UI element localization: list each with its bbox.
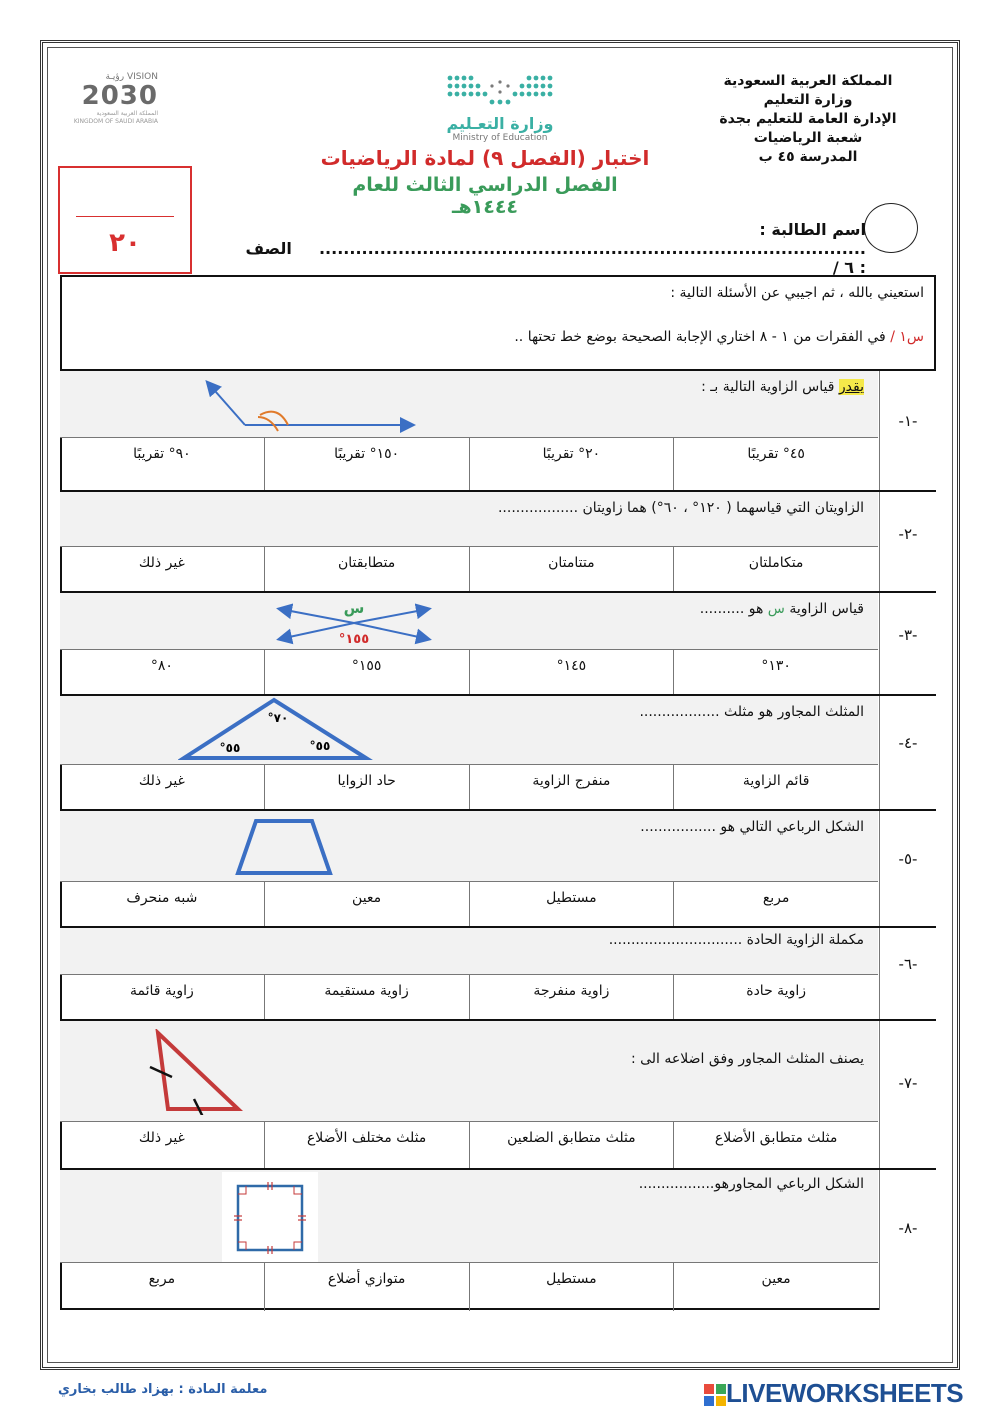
option-2b[interactable]: متتامتان [469, 547, 674, 593]
question-6-number: -٦- [879, 928, 936, 1020]
question-1-text: يقدر قياس الزاوية التالية بـ : [701, 379, 864, 395]
option-8a[interactable]: معين [673, 1263, 878, 1311]
triangle-right-angle: ٥٥° [309, 739, 331, 753]
question-8-text: الشكل الرباعي المجاورهو................. [638, 1176, 864, 1192]
vision-2030-logo [66, 72, 158, 126]
ministry-name: وزارة التعليم [763, 92, 853, 108]
figure-label-155: ١٥٥° [338, 632, 370, 647]
liveworksheets-logo[interactable] [700, 1378, 963, 1409]
question-4 [60, 694, 936, 810]
instruction-line1: استعيني بالله ، ثم اجيبي عن الأسئلة التالية : [670, 285, 924, 301]
question-5-prompt [60, 811, 878, 881]
instruction-text: في الفقرات من ١ - ٨ اختاري الإجابة الصحيحة بوضع خط تحتها .. [514, 329, 886, 345]
question-1 [60, 369, 936, 491]
question-2-text: الزاويتان التي قياسهما ( ١٢٠° ، ٦٠°) هما زاويتان .................. [497, 500, 864, 516]
question-2-prompt [60, 492, 878, 546]
liveworksheets-text: LIVEWORKSHEETS [726, 1378, 964, 1408]
option-3c[interactable]: ١٥٥° [264, 650, 469, 696]
option-3b[interactable]: ١٤٥° [469, 650, 674, 696]
student-name-row [236, 220, 866, 277]
figure-label-s: س [343, 599, 365, 617]
question-3-text: قياس الزاوية س هو .......... [699, 601, 864, 617]
triangle-top-angle: ٧٠° [267, 711, 289, 725]
question-4-options [60, 764, 878, 811]
right-triangle-figure [142, 1029, 246, 1115]
question-5-options [60, 881, 878, 928]
option-7b[interactable]: مثلث متطابق الضلعين [469, 1122, 674, 1170]
question-1-number: -١- [879, 371, 936, 491]
header-info [708, 72, 908, 167]
option-5b[interactable]: مستطيل [469, 882, 674, 928]
ministry-dots-icon [445, 72, 555, 108]
option-5a[interactable]: مربع [673, 882, 878, 928]
question-3 [60, 591, 936, 695]
question-5 [60, 809, 936, 927]
question-8 [60, 1168, 936, 1310]
vision-top-text: VISION رؤيـة [105, 72, 158, 82]
question-4-prompt [60, 696, 878, 764]
square-figure [222, 1172, 318, 1262]
option-8d[interactable]: مربع [148, 1271, 176, 1287]
option-4b[interactable]: منفرج الزاوية [469, 765, 674, 811]
question-6-options [60, 974, 878, 1021]
question-7-prompt [60, 1021, 878, 1121]
class-field[interactable]: الصف : ٦ / [245, 239, 866, 277]
question-2-number: -٢- [879, 492, 936, 592]
question-1-prompt [60, 371, 878, 437]
ministry-logo [420, 72, 580, 143]
question-7-text: يصنف المثلث المجاور وفق اضلاعه الى : [630, 1051, 864, 1067]
option-2a[interactable]: متكاملتان [673, 547, 878, 593]
option-1b[interactable]: ٢٠° تقريبًا [469, 438, 674, 492]
question-7-number: -٧- [879, 1021, 936, 1169]
trapezoid-figure [234, 817, 334, 877]
angle-figure [200, 375, 430, 435]
question-3-number: -٣- [879, 593, 936, 695]
option-6d[interactable]: زاوية قائمة [130, 983, 194, 999]
question-6-text: مكملة الزاوية الحادة .............................. [608, 932, 864, 948]
option-7d[interactable]: غير ذلك [138, 1130, 185, 1146]
option-4c[interactable]: حاد الزوايا [264, 765, 469, 811]
question-2 [60, 490, 936, 592]
question-5-number: -٥- [879, 811, 936, 927]
question-1-options [60, 437, 878, 492]
option-2c[interactable]: متطابقتان [264, 547, 469, 593]
question-6 [60, 926, 936, 1020]
triangle-left-angle: ٥٥° [219, 741, 241, 755]
question-3-prompt [60, 593, 878, 649]
ministry-english-name: Ministry of Education [452, 133, 548, 143]
exam-title: اختبار (الفصل ٩) لمادة الرياضيات [320, 146, 650, 170]
option-1c[interactable]: ١٥٠° تقريبًا [264, 438, 469, 492]
question-7-options [60, 1121, 878, 1170]
question-1-highlight: يقدر [838, 379, 864, 395]
question-8-options [60, 1262, 878, 1311]
school-name: المدرسة ٤٥ ب [758, 149, 858, 165]
question-7 [60, 1019, 936, 1169]
question-4-text: المثلث المجاور هو مثلث .................. [639, 704, 864, 720]
exam-subtitle: الفصل الدراسي الثالث للعام ١٤٤٤هـ [352, 174, 618, 218]
question-8-prompt [60, 1170, 878, 1262]
option-5d[interactable]: شبه منحرف [126, 890, 198, 906]
score-line[interactable] [76, 216, 174, 217]
vision-year: 2030 [81, 81, 158, 111]
question-6-prompt [60, 928, 878, 974]
option-1d[interactable]: ٩٠° تقريبًا [133, 446, 191, 462]
vision-small-text: المملكة العربية السعودية KINGDOM OF SAUDI ARABIA [73, 110, 158, 125]
option-8c[interactable]: متوازي أضلاع [264, 1263, 469, 1311]
option-5c[interactable]: معين [264, 882, 469, 928]
name-circle [864, 203, 918, 253]
instruction-line2 [514, 329, 924, 345]
option-1a[interactable]: ٤٥° تقريبًا [673, 438, 878, 492]
division-name: شعبة الرياضيات [753, 130, 863, 146]
ministry-arabic-name: وزارة التعـليم [446, 114, 554, 133]
question-8-number: -٨- [879, 1170, 936, 1310]
teacher-name: معلمة المادة : بهزاد طالب بخاري [58, 1382, 268, 1397]
option-4a[interactable]: قائم الزاوية [673, 765, 878, 811]
student-name-field[interactable]: اسم الطالبة : .......................................................................................... [318, 220, 866, 258]
option-8b[interactable]: مستطيل [469, 1263, 674, 1311]
option-6c[interactable]: زاوية مستقيمة [264, 975, 469, 1021]
question-4-number: -٤- [879, 696, 936, 810]
question-5-text: الشكل الرباعي التالي هو ................. [640, 819, 864, 835]
question-label: س١ / [890, 329, 924, 345]
option-4d[interactable]: غير ذلك [138, 773, 185, 789]
option-6a[interactable]: زاوية حادة [673, 975, 878, 1021]
kingdom-name: المملكة العربية السعودية [723, 73, 893, 89]
option-7c[interactable]: مثلث مختلف الأضلاع [264, 1122, 469, 1170]
question-2-options [60, 546, 878, 593]
admin-name: الإدارة العامة للتعليم بجدة [719, 111, 897, 127]
question-3-options [60, 649, 878, 696]
score-total: ٢٠ [109, 228, 141, 258]
option-3a[interactable]: ١٣٠° [673, 650, 878, 696]
intersecting-lines-figure [274, 595, 434, 647]
option-6b[interactable]: زاوية منفرجة [469, 975, 674, 1021]
option-3d[interactable]: ٨٠° [150, 658, 173, 674]
option-2d[interactable]: غير ذلك [138, 555, 185, 571]
liveworksheets-badge-icon [704, 1384, 726, 1406]
option-7a[interactable]: مثلث متطابق الأضلاع [673, 1122, 878, 1170]
triangle-angles-figure [178, 696, 374, 762]
